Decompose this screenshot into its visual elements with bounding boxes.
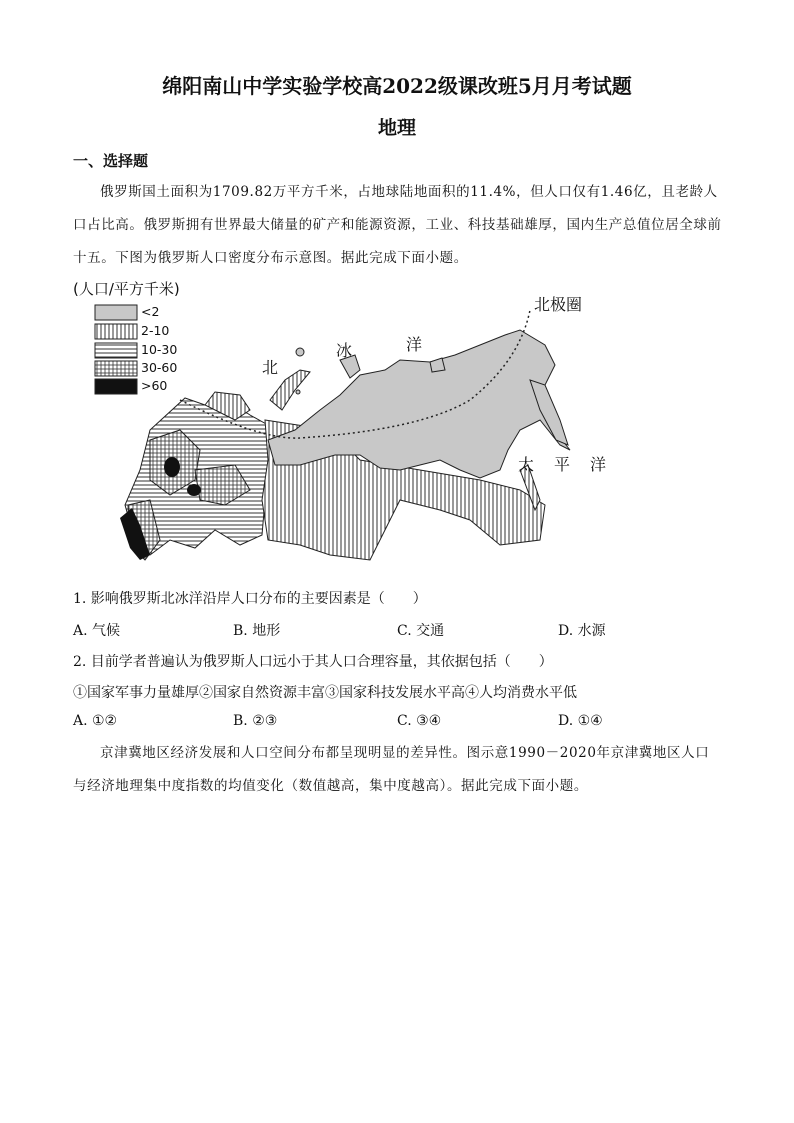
legend-swatch-horizontal (95, 343, 137, 358)
legend-label-3: 10-30 (141, 342, 178, 357)
subject-title: 地理 (377, 117, 416, 139)
passage-jingjinji: 京津冀地区经济发展和人口空间分布都呈现明显的差异性。图示意1990－2020年京津冀地区人口与经济地理集中度指数的均值变化（数值越高，集中度越高）。据此完成下面小题。 (73, 745, 710, 794)
legend-label-1: <2 (141, 304, 160, 319)
map-region-black-2 (187, 484, 201, 496)
question-2-option-b[interactable]: B. ②③ (233, 713, 278, 729)
question-2-option-a[interactable]: A. ①② (73, 713, 118, 729)
label-ocean-1: 洋 (406, 335, 423, 354)
legend-label-5: >60 (141, 378, 168, 393)
question-1-option-d[interactable]: D. 水源 (558, 623, 606, 639)
legend-swatch-black (95, 379, 137, 394)
label-north: 北 (262, 358, 279, 377)
map-island-4 (296, 390, 300, 394)
label-ocean-2: 洋 (590, 455, 607, 474)
question-2-stem: 2. 目前学者普遍认为俄罗斯人口远小于其人口合理容量，其依据包括（ ） (73, 654, 553, 670)
map-island-3 (296, 348, 304, 356)
question-2-statements: ①国家军事力量雄厚②国家自然资源丰富③国家科技发展水平高④人均消费水平低 (73, 685, 577, 701)
legend-unit: (人口/平方千米) (73, 280, 180, 298)
label-ice: 冰 (336, 341, 353, 360)
label-arctic-circle: 北极圈 (534, 295, 583, 314)
question-1-option-a[interactable]: A. 气候 (73, 623, 121, 639)
question-1-option-b[interactable]: B. 地形 (233, 623, 281, 639)
question-1-stem: 1. 影响俄罗斯北冰洋沿岸人口分布的主要因素是（ ） (73, 591, 427, 607)
exam-title: 绵阳南山中学实验学校高2022级课改班5月月考试题 (162, 74, 632, 98)
question-2-option-c[interactable]: C. ③④ (397, 713, 442, 729)
legend-label-4: 30-60 (141, 360, 178, 375)
legend-swatch-grid (95, 361, 137, 376)
label-ping: 平 (554, 455, 571, 474)
question-1-option-c[interactable]: C. 交通 (397, 623, 445, 639)
map-island-2 (430, 358, 445, 372)
section-heading: 一、选择题 (73, 152, 149, 170)
legend-swatch-gray (95, 305, 137, 320)
label-tai: 太 (518, 455, 535, 474)
map-region-black-1 (164, 457, 180, 477)
question-2-option-d[interactable]: D. ①④ (558, 713, 603, 729)
legend-label-2: 2-10 (141, 323, 170, 338)
legend-swatch-vertical (95, 324, 137, 339)
passage-russia: 俄罗斯国土面积为1709.82万平方千米，占地球陆地面积的11.4%，但人口仅有1.46亿，且老龄人口占比高。俄罗斯拥有世界最大储量的矿产和能源资源，工业、科技基础雄厚，国内生产总值位居全球前十五。下图为俄罗斯人口密度分布示意图。据此完成下面小题。 (73, 184, 722, 266)
